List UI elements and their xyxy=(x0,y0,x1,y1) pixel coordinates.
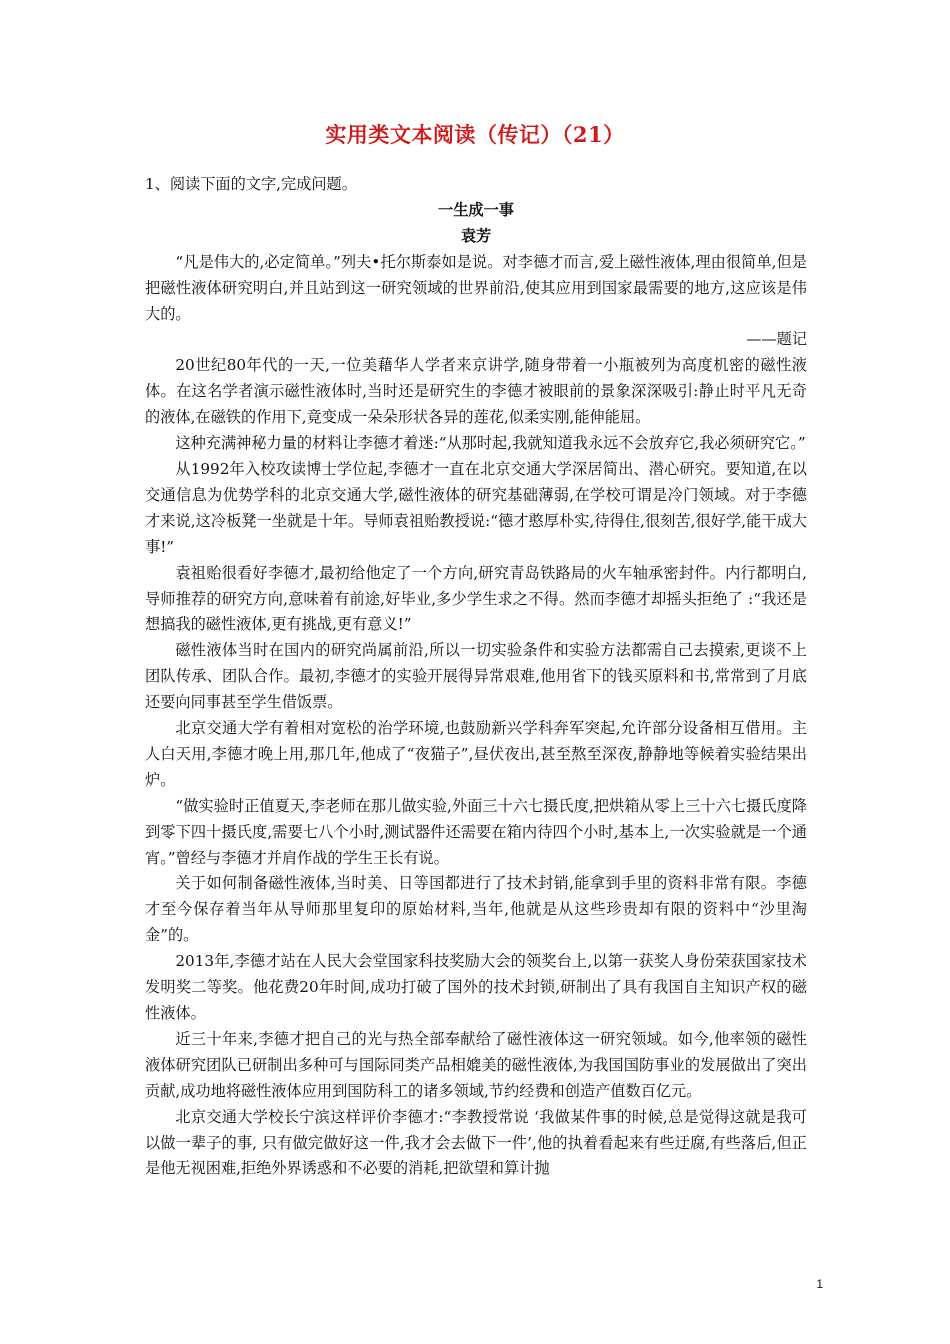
epigraph: “凡是伟大的,必定简单。”列夫•托尔斯泰如是说。对李德才而言,爱上磁性液体,理由很简单,但是把磁性液体研究明白,并且站到这一研究领域的世界前沿,使其应用到国家最需要的地方,这应该是伟大的。 xyxy=(145,252,807,323)
body-paragraph: 关于如何制备磁性液体,当时美、日等国都进行了技术封销,能拿到手里的资料非常有限。李德才至今保存着当年从导师那里复印的原始材料,当年,他就是从这些珍贵却有限的资料中“沙里淘金”的。 xyxy=(145,874,807,945)
body-paragraph: 这种充满神秘力量的材料让李德才着迷:“从那时起,我就知道我永远不会放弃它,我必须研究它。” xyxy=(175,434,806,453)
body-paragraph: 磁性液体当时在国内的研究尚属前沿,所以一切实验条件和实验方法都需自己去摸索,更谈不上团队传承、团队合作。最初,李德才的实验开展得异常艰难,他用省下的钱买原料和书,常常到了月底还要向同事甚至学生借饭票。 xyxy=(145,641,807,712)
body-paragraph: 20世纪80年代的一天,一位美藉华人学者来京讲学,随身带着一小瓶被列为高度机密的磁性液体。在这名学者演示磁性液体时,当时还是研究生的李德才被眼前的景象深深吸引:静止时平凡无奇的液体,在磁铁的作用下,竟变成一朵朵形状各异的莲花,似柔实刚,能伸能屈。 xyxy=(145,356,807,427)
epigraph-signature: ——题记 xyxy=(746,330,807,349)
document-title: 实用类文本阅读（传记）（21） xyxy=(325,122,625,147)
page-number: 1 xyxy=(816,1277,823,1291)
body-paragraph: 近三十年来,李德才把自己的光与热全部奉献给了磁性液体这一研究领域。如今,他率领的磁性液体研究团队已研制出多种可与国际同类产品相媲美的磁性液体,为我国国防事业的发展做出了突出贡献,成功地将磁性液体应用到国防科工的诸多领域,节约经费和创造产值数百亿元。 xyxy=(145,1029,807,1100)
document-body xyxy=(145,172,807,1182)
body-paragraph: 北京交通大学校长宁滨这样评价李德才:“李教授常说 ‘我做某件事的时候,总是觉得这就是我可以做一辈子的事, 只有做完做好这一件,我才会去做下一件’,他的执着看起来有些迂腐,有些落后,但正是他无视困难,拒绝外界诱惑和不必要的消耗,把欲望和算计抛 xyxy=(145,1107,807,1178)
body-paragraph: “做实验时正值夏天,李老师在那儿做实验,外面三十六七摄氏度,把烘箱从零上三十六七摄氏度降到零下四十摄氏度,需要七八个小时,测试器件还需要在箱内待四个小时,基本上,一次实验就是一个通宵。”曾经与李德才并肩作战的学生王长有说。 xyxy=(145,796,807,867)
question-line: 1、阅读下面的文字,完成问题。 xyxy=(145,175,357,193)
body-paragraph: 2013年,李德才站在人民大会堂国家科技奖励大会的领奖台上,以第一获奖人身份荣获国家技术发明奖二等奖。他花费20年时间,成功打破了国外的技术封锁,研制出了具有我国自主知识产权的磁性液体。 xyxy=(145,952,807,1022)
article-author: 袁芳 xyxy=(460,226,492,245)
body-paragraph: 袁祖贻很看好李德才,最初给他定了一个方向,研究青岛铁路局的火车轴承密封件。内行都明白,导师推荐的研究方向,意味着有前途,好毕业,多少学生求之不得。然而李德才却摇头拒绝了 :“我还是想搞我的磁性液体,更有挑战,更有意义!” xyxy=(145,563,807,634)
article-title: 一生成一事 xyxy=(438,200,514,219)
body-paragraph: 北京交通大学有着相对宽松的治学环境,也鼓励新兴学科奔军突起,允许部分设备相互借用。主人白天用,李德才晚上用,那几年,他成了“夜猫子”,昼伏夜出,甚至熬至深夜,静静地等候着实验结果出炉。 xyxy=(145,719,807,789)
body-paragraph: 从1992年入校攻读博士学位起,李德才一直在北京交通大学深居简出、潜心研究。要知道,在以交通信息为优势学科的北京交通大学,磁性液体的研究基础薄弱,在学校可谓是冷门领域。对于李德才来说,这冷板凳一坐就是十年。导师袁祖贻教授说:“德才憨厚朴实,待得住,很刻苦,很好学,能干成大事!” xyxy=(145,459,807,556)
